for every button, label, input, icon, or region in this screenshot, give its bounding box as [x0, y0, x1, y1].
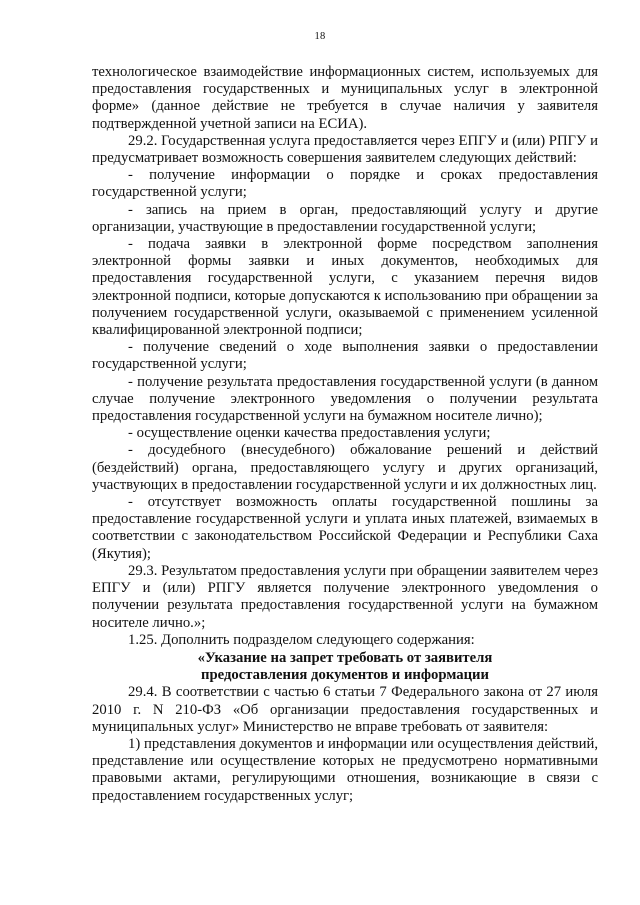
list-item: - отсутствует возможность оплаты государственной пошлины за предоставление государственной услуги и уплата иных платежей, взимаемых в соответствии с законодательством Российской Федерации и Республики Саха (Якутия); [92, 494, 598, 562]
list-item: - подача заявки в электронной форме посредством заполнения электронной формы заявки и иных документов, необходимых для предоставления государственной услуги, с указанием перечня видов электронной подписи, которые допускаются к использованию при обращении за получением государственной услуги, оказываемой с применением усиленной квалифицированной электронной подписи; [92, 236, 598, 339]
page-number: 18 [314, 31, 326, 42]
paragraph: 29.3. Результатом предоставления услуги при обращении заявителем через ЕПГУ и (или) РПГУ является получение электронного уведомления о получении результата предоставления государственной услуги на бумажном носителе лично.»; [92, 562, 598, 631]
paragraph: 1.25. Дополнить подразделом следующего содержания: [128, 631, 475, 648]
section-heading-line: «Указание на запрет требовать от заявителя [197, 649, 493, 666]
paragraph: технологическое взаимодействие информационных систем, используемых для предоставления государственных и муниципальных услуг в электронной форме» (данное действие не требуется в случае наличия у заявителя подтвержденной учетной записи на ЕСИА). [92, 64, 598, 132]
list-item: - получение сведений о ходе выполнения заявки о предоставлении государственной услуги; [92, 339, 598, 373]
section-heading-line: предоставления документов и информации [201, 667, 489, 684]
list-item: - досудебного (внесудебного) обжалование решений и действий (бездействий) органа, предоставляющего услугу и других организаций, участвующих в предоставлении государственной услуги и их должностных лиц. [92, 442, 598, 493]
paragraph: 29.2. Государственная услуга предоставляется через ЕПГУ и (или) РПГУ и предусматривает возможность совершения заявителем следующих действий: [92, 132, 598, 167]
list-item: - получение информации о порядке и сроках предоставления государственной услуги; [92, 167, 598, 201]
list-item: 1) представления документов и информации или осуществления действий, представление или осуществление которых не предусмотрено нормативными правовыми актами, регулирующими отношения, возникающие в связи с предоставлением государственных услуг; [92, 735, 598, 804]
list-item: - осуществление оценки качества предоставления услуги; [128, 425, 491, 442]
list-item: - получение результата предоставления государственной услуги (в данном случае получение электронного уведомления о получении результата предоставления государственной услуги на бумажном носителе лично); [92, 373, 598, 425]
document-body [92, 64, 598, 805]
paragraph: 29.4. В соответствии с частью 6 статьи 7 Федерального закона от 27 июля 2010 г. N 210-ФЗ «Об организации предоставления государственных и муниципальных услуг» Министерство не вправе требовать от заявителя: [92, 684, 598, 735]
section-heading [92, 650, 598, 684]
list-item: - запись на прием в орган, предоставляющий услугу и другие организации, участвующие в предоставлении государственной услуги; [92, 201, 598, 235]
